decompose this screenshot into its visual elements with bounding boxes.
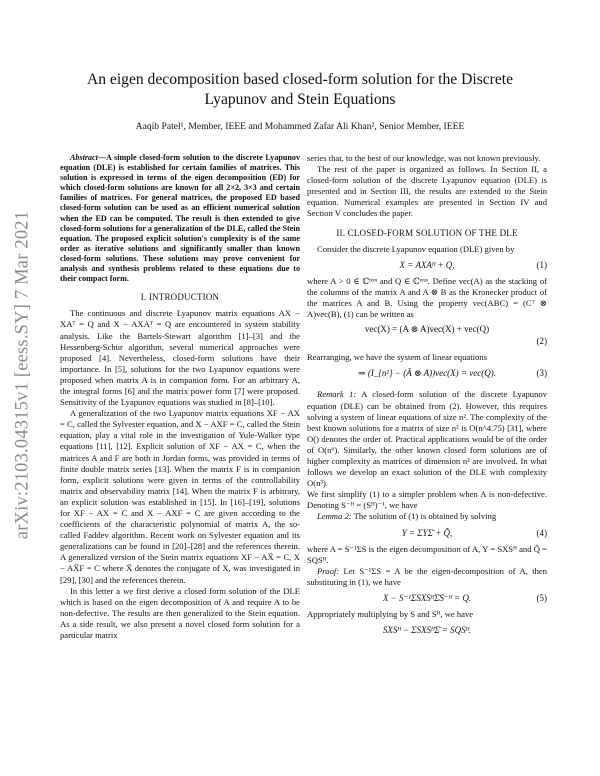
equation-1-body: X = AXAᴴ + Q,: [399, 259, 455, 270]
equation-3-body: ⇒ (I_{n²} − (Ā ⊗ A))vec(X) = vec(Q).: [358, 368, 496, 379]
right-paragraph-7: Appropriately multiplying by S and Sᴴ, we have: [307, 609, 474, 620]
right-paragraph-5: We first simplify (1) to a simpler problem when A is non-defective. Denoting S⁻ᴴ = (Sᴴ)⁻¹, we have: [307, 489, 547, 511]
right-paragraph-1: The rest of the paper is organized as follows. In Section II, a closed-form solution of the discrete Lyapunov equation (DLE) is presented and in Section III, the results are extended to the Stein equation. Numerical examples are presented in Section IV and Section V concludes the paper.: [307, 164, 547, 219]
right-paragraph-6: where A = S⁻¹ΣS is the eigen decomposition of A, Y = SXSᴴ and Q̂ = SQSᴴ.: [307, 543, 547, 565]
lemma-2: [307, 511, 547, 522]
arxiv-stamp: [2, 160, 44, 590]
equation-4-number: (4): [536, 527, 547, 538]
abstract-text: —A simple closed-form solution to the discrete Lyapunov equation (DLE) is established for certain families of matrices. This solution is expressed in terms of the eigen decomposition (ED) for which closed-form solutions are known for all 2×2, 3×3 and certain families of matrices. For general matrices, the proposed ED based closed-form solution can be used as an efficient numerical solution when the ED can be computed. The result is then extended to give closed-form solutions for a generalization of the DLE, called the Stein equation. The proposed explicit solution's complexity is of the same order as iterative solutions and significantly smaller than known closed-form solutions. These solutions may prove convenient for analysis and synthesis problems related to these equations due to their compact form.: [60, 153, 300, 284]
authors: Aaqib Patel¹, Member, IEEE and Mohammed Zafar Ali Khan², Senior Member, IEEE: [135, 121, 465, 132]
equation-2-number: (2): [536, 336, 547, 347]
remark-text: A closed-form solution of the discrete Lyapunov equation (DLE) can be obtained from (2). However, this requires solving a system of linear equations of size n². The complexity of the best known solutions for a matrix of size n² is O(n^4.75) [31], where O() denotes the order of. Practical applications would be of the order of O(n⁶). Similarly, the other known closed form solutions are of higher complexity as matrices of dimension n² are involved. In what follows we develop an exact solution of the DLE with complexity O(n³).: [307, 389, 547, 489]
intro-paragraph-2: A generalization of the two Lyapunov matrix equations XF − AX = C, called the Sylvester equation, and X − AXF = C, called the Stein equation, play a vital role in the investigation of Yule-Walker type equations [11], [12]. Explicit solution of XF − AX = C, when the matrices A and F are both in Jordan forms, was provided in terms of finite double matrix series [13]. When the matrix F is in companion form, explicit solutions were given in terms of the controllability matrix and observability matrix [14]. When the matrix F is arbitrary, an explicit solution was established in [15]. In [16]–[19], solutions for XF − AX = C and X − AXF = C are given according to the coefficients of the characteristic polynomial of matrix A, the so-called Faddev algorithm. Recent work on Sylvester equation and its generalizations can be found in [20]–[28] and the references therein. A generalized version of the Stein matrix equations XF − AX̄ = C, X − AX̄F = C where X̄ denotes the conjugate of X, was investigated in [29], [30] and the references therein.: [60, 408, 300, 585]
equation-6: [307, 625, 547, 636]
equation-1: [307, 260, 547, 271]
equation-4-body: Y = ΣYΣ̄ + Q̂,: [401, 527, 453, 538]
right-column: [307, 153, 547, 641]
equation-3: [307, 368, 547, 379]
equation-5-number: (5): [536, 593, 547, 603]
equation-3-number: (3): [536, 368, 547, 379]
abstract-label: Abstract: [70, 153, 98, 162]
equation-2: [307, 324, 547, 348]
paper-title: An eigen decomposition based closed-form solution for the Discrete Lyapunov and Stein Equations: [86, 71, 514, 108]
remark-label: Remark 1:: [317, 389, 357, 400]
proof-label: Proof:: [317, 565, 340, 576]
right-paragraph-0: series that, to the best of our knowledge, was not known previously.: [307, 153, 541, 163]
left-column: [60, 153, 300, 641]
equation-1-number: (1): [536, 259, 547, 270]
lemma-label: Lemma 2:: [317, 511, 352, 522]
equation-2-body: vec(X) = (A ⊗ A)vec(X) + vec(Q): [364, 324, 490, 335]
equation-5-body: X − S⁻¹ΣSXSᴴΣ̄S⁻ᴴ = Q.: [382, 593, 472, 603]
equation-6-body: SXSᴴ − ΣSXSᴴΣ̄ = SQSᴴ.: [382, 625, 472, 636]
proof-text: Let S⁻¹ΣS = A be the eigen-decomposition of A, then substituting in (1), we have: [307, 565, 547, 587]
intro-paragraph-3: In this letter a we first derive a closed form solution of the DLE which is based on the eigen decomposition of A and require A to be non-defective. The results are then generalized to the Stein equation. As a side result, we also present a novel closed form solution for a particular matrix: [60, 585, 300, 641]
right-paragraph-4: Rearranging, we have the system of linear equations: [307, 352, 487, 363]
section-heading-dle: II. CLOSED-FORM SOLUTION OF THE DLE: [336, 227, 518, 238]
equation-4: [307, 528, 547, 539]
section-heading-introduction: I. INTRODUCTION: [140, 292, 220, 303]
right-paragraph-2: Consider the discrete Lyapunov equation (DLE) given by: [317, 243, 515, 254]
abstract: [60, 153, 300, 284]
proof: [307, 566, 547, 588]
right-paragraph-3: where A > 0 ∈ ℂⁿˣⁿ and Q ∈ ℂⁿˣⁿ. Define vec(A) as the stacking of the columns of the matrix A and A ⊗ B as the Kronecker product of the matrices A and B. Using the property vec(ABC) = (Cᵀ ⊗ A)vec(B), (1) can be written as: [307, 275, 547, 320]
arxiv-id: arXiv:2103.04315v1 [eess.SY] 7 Mar 2021: [12, 210, 33, 540]
remark-1: [307, 389, 547, 489]
equation-5: [307, 593, 547, 604]
intro-paragraph-1: The continuous and discrete Lyapunov matrix equations AX − XAᵀ = Q and X − AXAᵀ = Q are encountered in system stability analysis. Like the Bartels-Stewart algorithm [1]–[3] and the Hessenberg-Schur algorithm, several numerical approaches were proposed [4]. Nevertheless, closed-form solutions have their importance. In [5], solutions for the two Lyapunov equations were proposed when matrix A is in companion form. For an arbitrary A, the integral forms [6] and the matrix power form [7] were proposed. Sensitivity of the Lyapunov equations was studied in [8]–[10].: [60, 308, 300, 408]
lemma-text: The solution of (1) is obtained by solving: [351, 511, 497, 522]
